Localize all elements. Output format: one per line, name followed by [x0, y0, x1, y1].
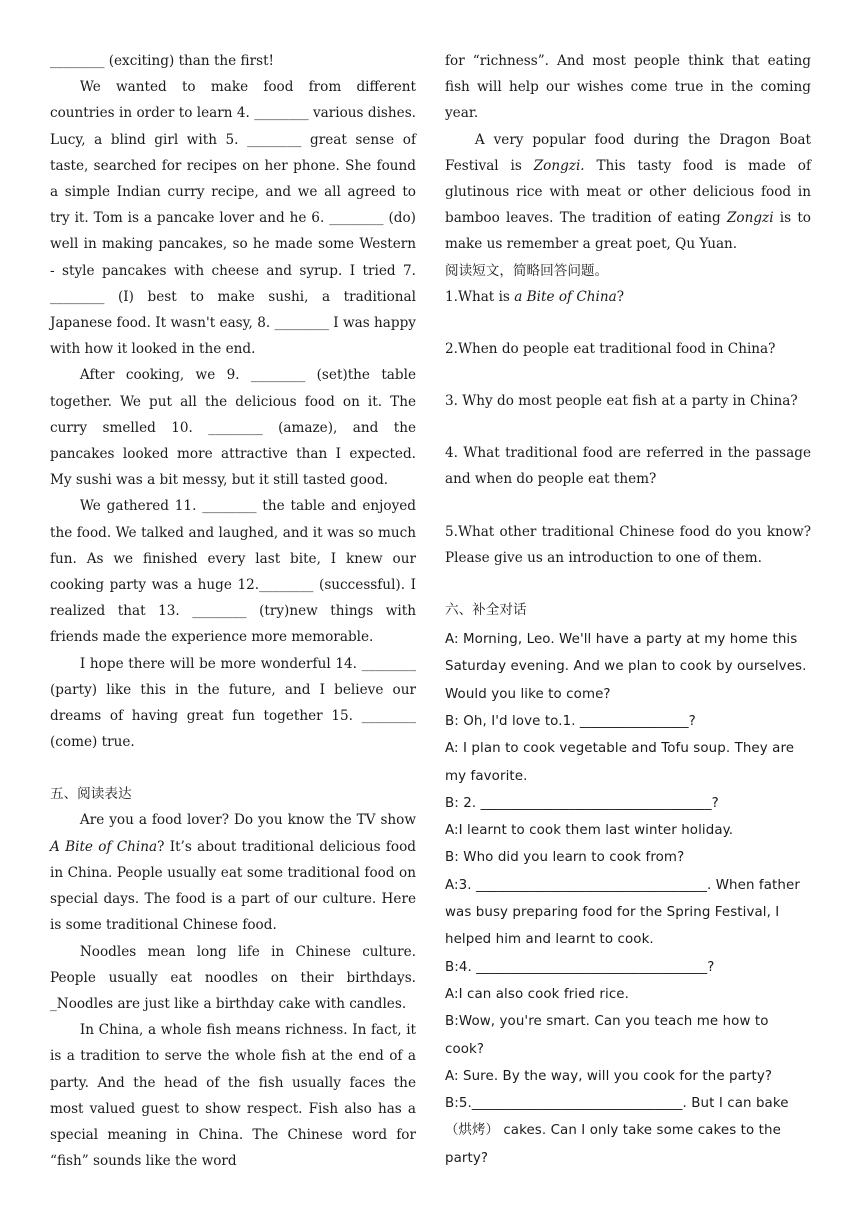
dialogue-line-1: A: Morning, Leo. We'll have a party at my home this Saturday evening. And we plan to cook by ourselves. Would you like to come? [445, 632, 807, 702]
zongzi-word: Zongzi. [533, 157, 585, 174]
right-column [445, 48, 811, 1172]
answer-space [445, 362, 811, 388]
reading-intro-text-a: Are you a food lover? Do you know the TV show [79, 812, 416, 829]
paragraph-continuation: ________ (exciting) than the first! [50, 53, 275, 69]
reading-paragraph-intro [50, 807, 416, 938]
dialogue-line-10: B:Wow, you're smart. Can you teach me how to cook? [445, 1014, 769, 1057]
question-1 [445, 284, 811, 310]
question-5: 5.What other traditional Chinese food do you know? Please give us an introduction to one of them. [445, 523, 811, 566]
dialogue-line-2: B: Oh, I'd love to.1. ________________? [445, 713, 696, 729]
dialogue-line-9: A:I can also cook fried rice. [445, 986, 629, 1002]
zongzi-word: Zongzi [726, 210, 774, 227]
zongzi-text-a: A very popular food during the Dragon Boat Festival is [445, 131, 811, 174]
paragraph-gathered: We gathered 11. ________ the table and enjoyed the food. We talked and laughed, and it was so much fun. As we finished every last bite, I knew our cooking party was a huge 12.________ (successful). I realized that 13. ________ (try)new things with friends made the experience more memorable. [50, 498, 416, 646]
left-column [50, 48, 416, 1174]
section-5-heading: 五、阅读表达 [50, 786, 132, 803]
zongzi-text-b: This tasty food is made of glutinous rice with meat or other delicious food in bamboo leaves. The tradition of eating [445, 157, 811, 227]
answer-space [445, 414, 811, 440]
dialogue-line-3: A: I plan to cook vegetable and Tofu soup. They are my favorite. [445, 741, 795, 784]
reading-paragraph-fish: In China, a whole fish means richness. In fact, it is a tradition to serve the whole fish at the end of a party. And the head of the fish usually faces the most valued guest to show respect. Fish also has a special meaning in China. The Chinese word for “fish” sounds like the word [50, 1022, 416, 1170]
question-1-mark: ? [616, 288, 625, 305]
spacer [50, 755, 416, 781]
zongzi-text-c: is to make us remember a great poet, Qu Yuan. [445, 210, 811, 253]
question-2: 2.When do people eat traditional food in China? [445, 340, 776, 357]
dialogue-line-6: B: Who did you learn to cook from? [445, 850, 685, 866]
section-6-heading: 六、补全对话 [445, 602, 527, 619]
paragraph-hope: I hope there will be more wonderful 14. ________ (party) like this in the future, and I believe our dreams of having great fun together 15. ________ (come) true. [50, 655, 416, 751]
dialogue-line-11: A: Sure. By the way, will you cook for the party? [445, 1068, 773, 1084]
answer-space [445, 310, 811, 336]
reading-paragraph-zongzi [445, 127, 811, 258]
dialogue-line-5: A:I learnt to cook them last winter holiday. [445, 823, 734, 839]
paragraph-after-cooking: After cooking, we 9. ________ (set)the table together. We put all the delicious food on it. The curry smelled 10. ________ (amaze), and the pancakes looked more attractive than I expected. My sushi was a bit messy, but it still tasted good. [50, 367, 416, 489]
question-1-text: 1.What is [445, 288, 515, 305]
question-1-title: a Bite of China [514, 288, 617, 305]
reading-paragraph-fish-continued: for “richness”. And most people think that eating fish will help our wishes come true in the coming year. [445, 53, 811, 122]
instruction-text: 阅读短文，简略回答问题。 [445, 262, 609, 279]
dialogue-line-8: B:4. __________________________________? [445, 959, 715, 975]
reading-paragraph-noodles: Noodles mean long life in Chinese culture. People usually eat noodles on their birthdays. _Noodles are just like a birthday cake with candles. [50, 943, 416, 1012]
dialogue-line-12: B:5._______________________________. But I can bake （烘烤） cakes. Can I only take some cakes to the party? [445, 1096, 789, 1166]
show-title: A Bite of China [50, 838, 158, 855]
answer-space [445, 493, 811, 519]
question-4: 4. What traditional food are referred in the passage and when do people eat them? [445, 445, 811, 488]
answer-space [445, 571, 811, 597]
paragraph-cooking-plan: We wanted to make food from different countries in order to learn 4. ________ various dishes. Lucy, a blind girl with 5. ________ great sense of taste, searched for recipes on her phone. She found a simple Indian curry recipe, and we all agreed to try it. Tom is a pancake lover and he 6. ________ (do) well in making pancakes, so he made some Western - style pancakes with cheese and syrup. I tried 7. ________ (I) best to make sushi, a traditional Japanese food. It wasn't easy, 8. ________ I was happy with how it looked in the end. [50, 79, 416, 358]
dialogue-line-4: B: 2. __________________________________? [445, 795, 719, 811]
reading-intro-text-b: ? It’s about traditional delicious food in China. People usually eat some traditional food on special days. The food is a part of our culture. Here is some traditional Chinese food. [50, 838, 416, 934]
question-3: 3. Why do most people eat fish at a party in China? [445, 393, 798, 410]
dialogue-line-7: A:3. __________________________________. When father was busy preparing food for the Spring Festival, I helped him and learnt to cook. [445, 877, 800, 948]
